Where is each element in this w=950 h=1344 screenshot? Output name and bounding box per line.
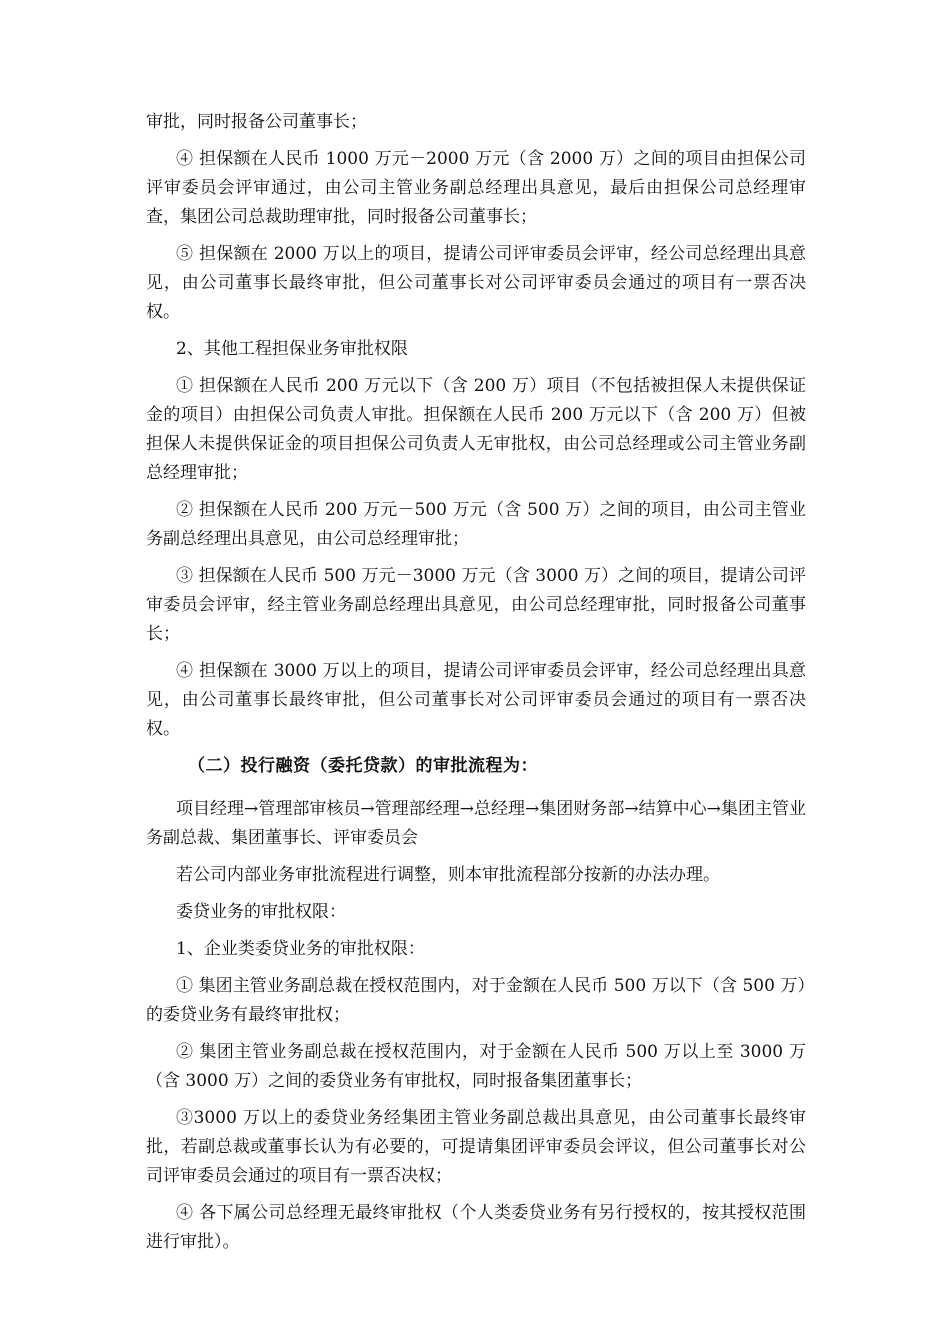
- paragraph: ② 集团主管业务副总裁在授权范围内，对于金额在人民币 500 万以上至 3000 万（含 3000 万）之间的委贷业务有审批权，同时报备集团董事长；: [146, 1042, 806, 1091]
- paragraph: ② 担保额在人民币 200 万元－500 万元（含 500 万）之间的项目，由公司主管业务副总经理出具意见，由公司总经理审批；: [146, 500, 806, 549]
- paragraph: ③3000 万以上的委贷业务经集团主管业务副总裁出具意见，由公司董事长最终审批，若副总裁或董事长认为有必要的，可提请集团评审委员会评议，但公司董事长对公司评审委员会通过的项目有一票否决权；: [146, 1108, 806, 1186]
- paragraph: ④ 担保额在人民币 1000 万元－2000 万元（含 2000 万）之间的项目由担保公司评审委员会评审通过，由公司主管业务副总经理出具意见，最后由担保公司总经理审查，集团公司总裁助理审批，同时报备公司董事长；: [146, 149, 806, 227]
- paragraph: ① 担保额在人民币 200 万元以下（含 200 万）项目（不包括被担保人未提供保证金的项目）由担保公司负责人审批。担保额在人民币 200 万元以下（含 200 万）但被担保人未提供保证金的项目担保公司负责人无审批权，由公司总经理或公司主管业务副总经理审批；: [146, 376, 806, 483]
- paragraph: ④ 各下属公司总经理无最终审批权（个人类委贷业务有另行授权的，按其授权范围进行审批）。: [146, 1203, 806, 1252]
- paragraph: 审批，同时报备公司董事长；: [146, 112, 367, 132]
- section-subtitle: 2、其他工程担保业务审批权限: [176, 339, 408, 359]
- section-subtitle: 1、企业类委贷业务的审批权限：: [176, 939, 425, 959]
- paragraph: ④ 担保额在 3000 万以上的项目，提请公司评审委员会评审，经公司总经理出具意见，由公司董事长最终审批，但公司董事长对公司评审委员会通过的项目有一票否决权。: [146, 661, 806, 739]
- document-page: [146, 108, 806, 1265]
- approval-flow: 项目经理→管理部审核员→管理部经理→总经理→集团财务部→结算中心→集团主管业务副总裁、集团董事长、评审委员会: [146, 799, 806, 848]
- paragraph: 委贷业务的审批权限：: [176, 902, 346, 922]
- paragraph: ③ 担保额在人民币 500 万元－3000 万元（含 3000 万）之间的项目，提请公司评审委员会评审，经主管业务副总经理出具意见，由公司总经理审批，同时报备公司董事长；: [146, 566, 806, 644]
- section-heading: （二）投行融资（委托贷款）的审批流程为：: [188, 756, 538, 776]
- paragraph: ① 集团主管业务副总裁在授权范围内，对于金额在人民币 500 万以下（含 500 万）的委贷业务有最终审批权；: [146, 976, 806, 1025]
- paragraph: ⑤ 担保额在 2000 万以上的项目，提请公司评审委员会评审，经公司总经理出具意见，由公司董事长最终审批，但公司董事长对公司评审委员会通过的项目有一票否决权。: [146, 244, 806, 322]
- paragraph: 若公司内部业务审批流程进行调整，则本审批流程部分按新的办法办理。: [176, 865, 720, 885]
